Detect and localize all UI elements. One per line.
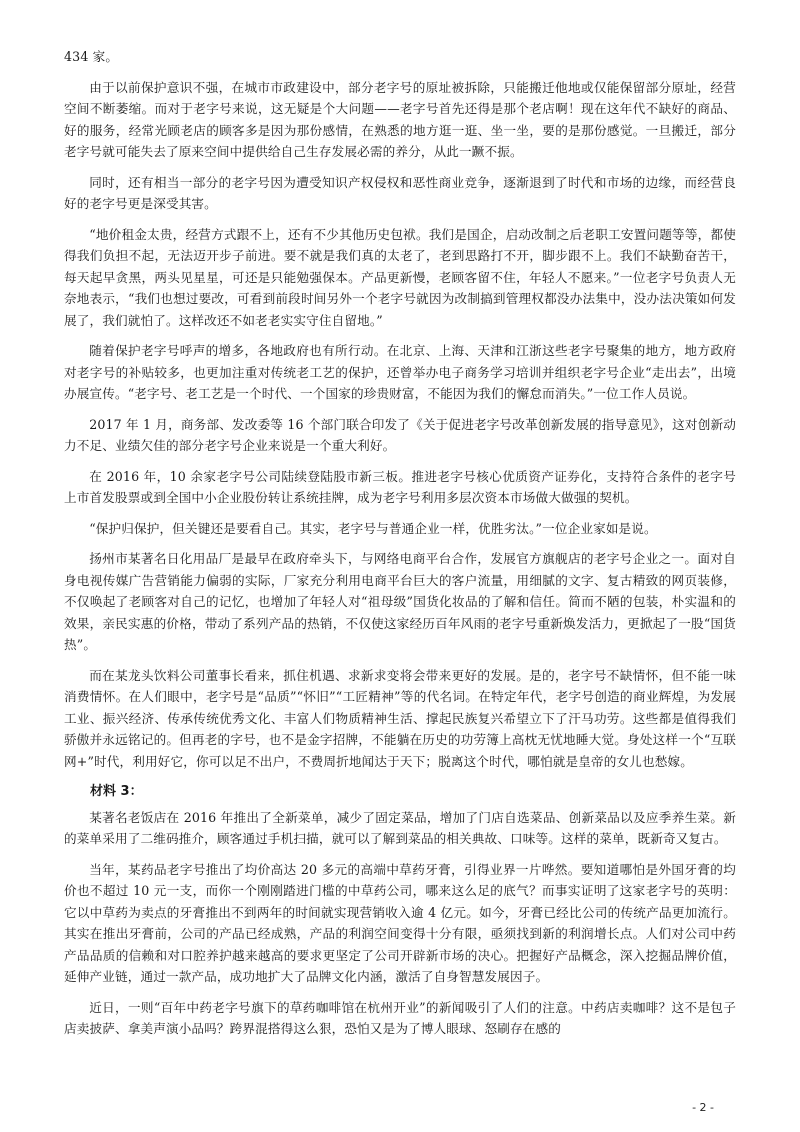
paragraph: 随着保护老字号呼声的增多，各地政府也有所行动。在北京、上海、天津和江浙这些老字号聚集的地方，地方政府对老字号的补贴较多，也更加注重对传统老工艺的保护，还曾举办电子商务学习培训并组织老字号企业“走出去”，出境办展宣传。“老字号、老工艺是一个时代、一个国家的珍贵财富，不能因为我们的懈怠而消失。”一位工作人员说。 [64, 343, 736, 401]
paragraph: 扬州市某著名日化用品厂是最早在政府牵头下，与网络电商平台合作，发展官方旗舰店的老字号企业之一。面对自身电视传媒广告营销能力偏弱的实际，厂家充分利用电商平台巨大的客户流量，用细腻的文字、复古精致的网页装修，不仅唤起了老顾客对自己的记忆，也增加了年轻人对“祖母级”国货化妆品的了解和信任。简而不陋的包装，朴实温和的效果，亲民实惠的价格，带动了系列产品的热销，不仅使这家经历百年风雨的老字号重新焕发活力，更掀起了一股“国货热”。 [64, 551, 736, 652]
paragraph: “保护归保护，但关键还是要看自己。其实，老字号与普通企业一样，优胜劣汰。”一位企业家如是说。 [89, 520, 657, 536]
paragraph: 由于以前保护意识不强，在城市市政建设中，部分老字号的原址被拆除，只能搬迁他地或仅能保留部分原址，经营空间不断萎缩。而对于老字号来说，这无疑是个大问题——老字号首先还得是那个老店啊！现在这年代不缺好的商品、好的服务，经常光顾老店的顾客多是因为那份感情，在熟悉的地方逛一逛、坐一坐，要的是那份感觉。一旦搬迁，部分老字号就可能失去了原来空间中提供给自己生存发展必需的养分，从此一蹶不振。 [64, 79, 736, 159]
paragraph: 2017 年 1 月，商务部、发改委等 16 个部门联合印发了《关于促进老字号改革创新发展的指导意见》，这对创新动力不足、业绩欠佳的部分老字号企业来说是一个重大利好。 [64, 416, 736, 453]
paragraph: 而在某龙头饮料公司董事长看来，抓住机遇、求新求变将会带来更好的发展。是的，老字号不缺情怀，但不能一味消费情怀。在人们眼中，老字号是“品质”“怀旧”“工匠精神”等的代名词。在特定年代，老字号创造的商业辉煌，为发展工业、振兴经济、传承传统优秀文化、丰富人们物质精神生活、撑起民族复兴希望立下了汗马功劳。这些都是值得我们骄傲并永远铭记的。但再老的字号，也不是金字招牌，不能躺在历史的功劳簿上高枕无忧地睡大觉。身处这样一个“互联网+”时代，利用好它，你可以足不出户，不费周折地闻达于天下；脱离这个时代，哪怕就是皇帝的女儿也愁嫁。 [64, 667, 736, 769]
document-body [64, 46, 736, 1049]
page-number: - 2 - [692, 1101, 714, 1114]
paragraph: “地价租金太贵，经营方式跟不上，还有不少其他历史包袱。我们是国企，启动改制之后老职工安置问题等等，都使得我们负担不起，无法迈开步子前进。要不就是我们真的太老了，老到思路打不开，脚步跟不上。我们不缺勤奋苦干，每天起早贪黑，两头见星星，可还是只能勉强保本。产品更新慢，老顾客留不住，年轻人不愿来。”一位老字号负责人无奈地表示，“我们也想过要改，可看到前段时间另外一个老字号就因为改制搞到管理权都没办法集中，没办法决策如何发展了，我们就怕了。这样改还不如老老实实守住自留地。” [64, 226, 736, 328]
paragraph: 当年，某药品老字号推出了均价高达 20 多元的高端中草药牙膏，引得业界一片哗然。要知道哪怕是外国牙膏的均价也不超过 10 元一支，而你一个刚刚踏进门槛的中草药公司，哪来这么足的底气？而事实证明了这家老字号的英明：它以中草药为卖点的牙膏推出不到两年的时间就实现营销收入逾 4 亿元。如今，牙膏已经比公司的传统产品更加流行。其实在推出牙膏前，公司的产品已经成熟，产品的利润空间变得十分有限，亟须找到新的利润增长点。人们对公司中药产品品质的信赖和对口腔养护越来越高的要求更坚定了公司开辟新市场的决心。把握好产品概念，深入挖掘品牌价值，延伸产业链，通过一款产品，成功地扩大了品牌文化内涵，激活了自身智慧发展因子。 [64, 861, 736, 984]
paragraph: 某著名老饭店在 2016 年推出了全新菜单，减少了固定菜品，增加了门店自选菜品、创新菜品以及应季养生菜。新的菜单采用了二维码推介，顾客通过手机扫描，就可以了解到菜品的相关典故、口味等。这样的菜单，既新奇又复古。 [64, 809, 736, 846]
paragraph: 434 家。 [64, 49, 119, 64]
paragraph: 在 2016 年，10 余家老字号公司陆续登陆股市新三板。推进老字号核心优质资产证券化，支持符合条件的老字号上市首发股票或到全国中小企业股份转让系统挂牌，成为老字号利用多层次资本市场做大做强的契机。 [64, 468, 736, 505]
paragraph: 同时，还有相当一部分的老字号因为遭受知识产权侵权和恶性商业竞争，逐渐退到了时代和市场的边缘，而经营良好的老字号更是深受其害。 [64, 174, 736, 211]
paragraph: 近日，一则“百年中药老字号旗下的草药咖啡馆在杭州开业”的新闻吸引了人们的注意。中药店卖咖啡？这不是包子店卖披萨、拿美声演小品吗？跨界混搭得这么狠，恐怕又是为了博人眼球、怒刷存在感的 [64, 999, 736, 1036]
section-heading: 材料 3： [90, 784, 143, 799]
